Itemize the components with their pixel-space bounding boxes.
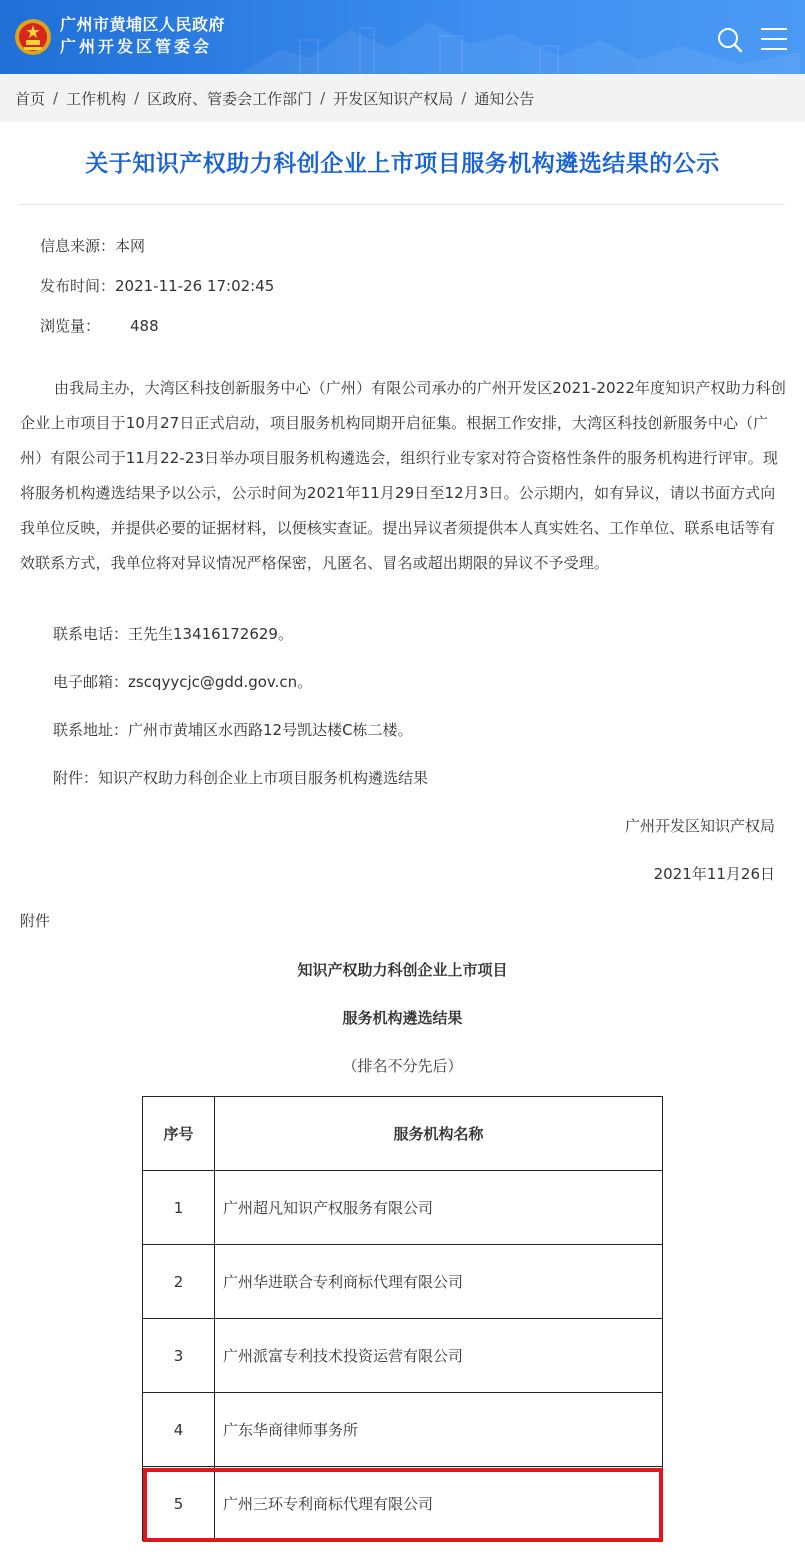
table-row <box>143 1245 663 1319</box>
site-name[interactable] <box>60 14 225 58</box>
search-icon[interactable] <box>716 26 744 54</box>
row-number: 1 <box>143 1171 215 1245</box>
breadcrumb-separator: / <box>134 89 140 107</box>
view-count-label: 浏览量： <box>40 317 101 335</box>
table-row <box>143 1467 663 1541</box>
org-name: 广州三环专利商标代理有限公司 <box>215 1467 663 1541</box>
national-emblem-icon <box>14 18 52 56</box>
table-row <box>143 1319 663 1393</box>
breadcrumb-notices[interactable]: 通知公告 <box>474 89 535 108</box>
org-name: 广州派富专利技术投资运营有限公司 <box>215 1319 663 1393</box>
row-number: 3 <box>143 1319 215 1393</box>
hamburger-menu-icon[interactable] <box>760 26 788 52</box>
breadcrumb-work-agencies[interactable]: 工作机构 <box>66 89 127 108</box>
site-header <box>0 0 805 74</box>
attachment-label: 附件 <box>20 912 51 930</box>
breadcrumb-separator: / <box>53 89 59 107</box>
info-source: 信息来源：本网 <box>40 237 146 255</box>
attachment-title-line2: 服务机构遴选结果 <box>342 1009 463 1027</box>
row-number: 4 <box>143 1393 215 1467</box>
org-name: 广东华商律师事务所 <box>215 1393 663 1467</box>
article-title: 关于知识产权助力科创企业上市项目服务机构遴选结果的公示 <box>85 151 720 177</box>
sign-date: 2021年11月26日 <box>653 865 775 883</box>
title-divider <box>20 204 785 205</box>
contact-address: 联系地址：广州市黄埔区水西路12号凯达楼C栋二楼。 <box>53 721 413 739</box>
results-table <box>142 1096 663 1541</box>
breadcrumb-departments[interactable]: 区政府、管委会工作部门 <box>147 89 313 108</box>
row-number: 5 <box>143 1467 215 1541</box>
signature: 广州开发区知识产权局 <box>624 817 775 835</box>
breadcrumb-home[interactable]: 首页 <box>15 89 46 108</box>
attachment-title-line1: 知识产权助力科创企业上市项目 <box>297 961 508 979</box>
table-row <box>143 1393 663 1467</box>
header-org-name: 服务机构名称 <box>215 1097 663 1171</box>
view-count <box>40 315 159 336</box>
gov-name-line1: 广州市黄埔区人民政府 <box>60 15 226 34</box>
breadcrumb-ip-bureau[interactable]: 开发区知识产权局 <box>333 89 454 108</box>
contact-phone: 联系电话：王先生13416172629。 <box>53 625 293 643</box>
header-number: 序号 <box>143 1097 215 1171</box>
view-count-value: 488 <box>130 317 159 335</box>
table-header-row <box>143 1097 663 1171</box>
org-name: 广州华进联合专利商标代理有限公司 <box>215 1245 663 1319</box>
article-body: 由我局主办，大湾区科技创新服务中心（广州）有限公司承办的广州开发区2021-2022年度知识产权助力科创企业上市项目于10月27日正式启动，项目服务机构同期开启征集。根据工作安排，大湾区科技创新服务中心（广州）有限公司于11月22-23日举办项目服务机构遴选会，组织行业专家对符合资格性条件的服务机构进行评审。现将服务机构遴选结果予以公示，公示时间为2021年11月29日至12月3日。公示期内，如有异议，请以书面方式向我单位反映，并提供必要的证据材料，以便核实查证。提出异议者须提供本人真实姓名、工作单位、联系电话等有效联系方式，我单位将对异议情况严格保密，凡匿名、冒名或超出期限的异议不予受理。 <box>20 379 786 572</box>
table-row <box>143 1171 663 1245</box>
contact-email: 电子邮箱：zscqyycjc@gdd.gov.cn。 <box>53 673 313 691</box>
breadcrumb-separator: / <box>461 89 467 107</box>
row-number: 2 <box>143 1245 215 1319</box>
attachment-subtitle: （排名不分先后） <box>342 1057 463 1075</box>
breadcrumb-separator: / <box>320 89 326 107</box>
breadcrumb <box>0 74 805 122</box>
attachment-link[interactable]: 附件：知识产权助力科创企业上市项目服务机构遴选结果 <box>53 769 429 787</box>
publish-time: 发布时间：2021-11-26 17:02:45 <box>40 277 275 295</box>
org-name: 广州超凡知识产权服务有限公司 <box>215 1171 663 1245</box>
gov-name-line2: 广州开发区管委会 <box>60 37 213 56</box>
